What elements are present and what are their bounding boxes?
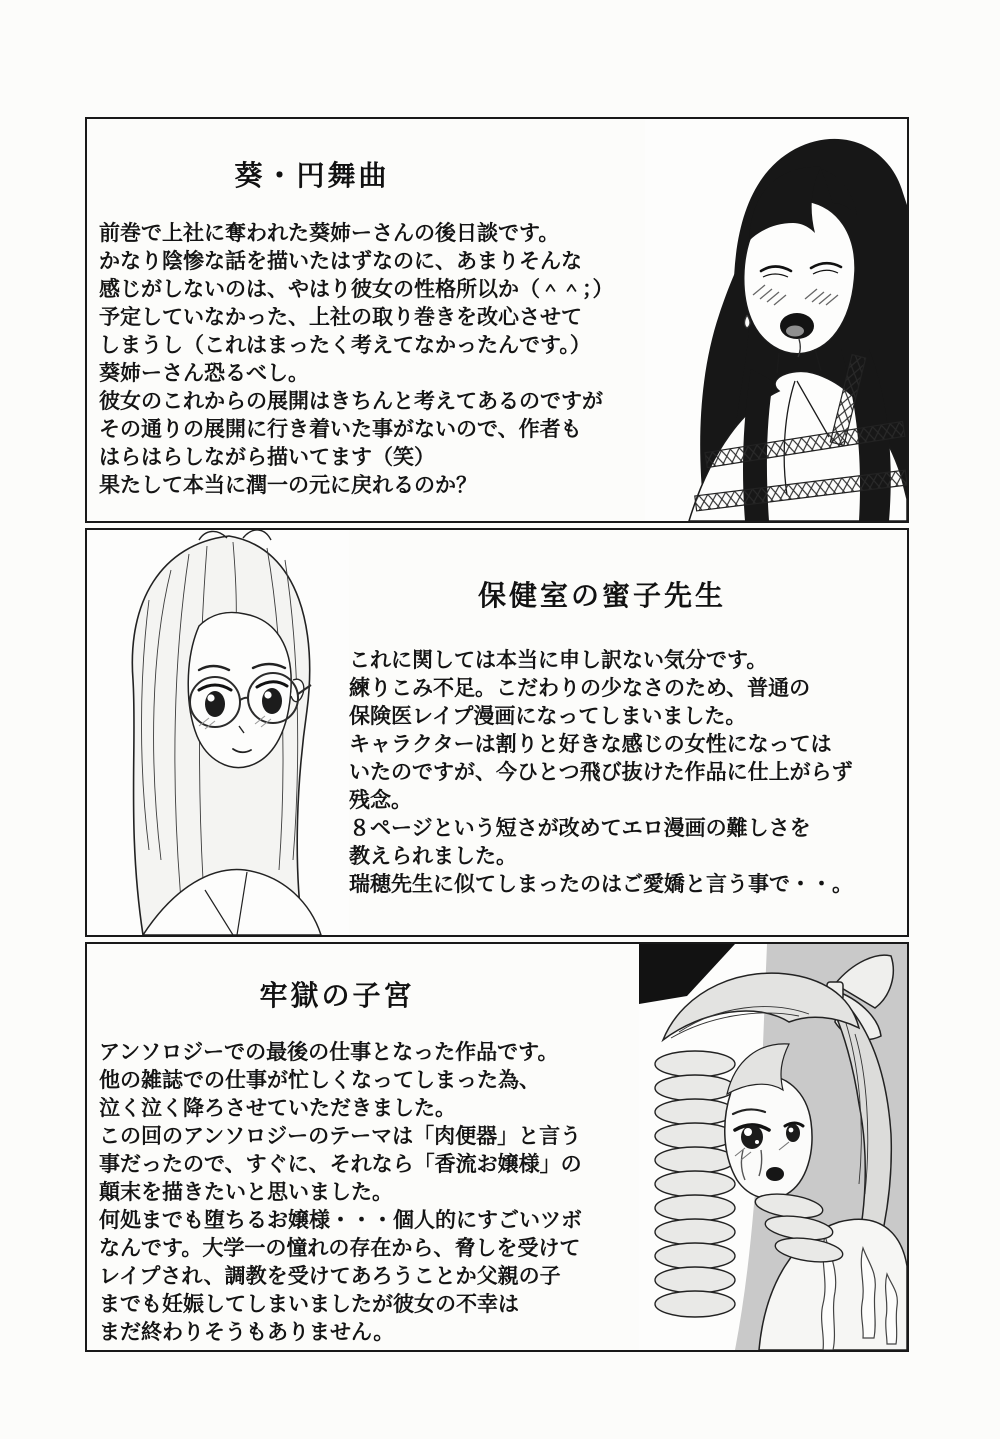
text-line: 感じがしないのは、やはり彼女の性格所以か（＾＾；） bbox=[99, 277, 614, 301]
text-line: はらはらしながら描いてます（笑） bbox=[99, 445, 435, 469]
text-line: 泣く泣く降ろさせていただきました。 bbox=[99, 1096, 456, 1120]
text-line: 顛末を描きたいと思いました。 bbox=[99, 1180, 393, 1204]
ringlet-curls-ribbon-woman-illustration bbox=[639, 944, 907, 1350]
text-line: この回のアンソロジーのテーマは「肉便器」と言う bbox=[99, 1124, 582, 1148]
text-line: しまうし（これはまったく考えてなかったんです。） bbox=[99, 333, 591, 357]
section-text bbox=[349, 646, 853, 898]
text-line: 事だったので、すぐに、それなら「香流お嬢様」の bbox=[99, 1152, 582, 1176]
text-line: 教えられました。 bbox=[349, 844, 517, 868]
glasses-long-hair-woman-illustration bbox=[87, 530, 349, 935]
text-line: 何処までも堕ちるお嬢様・・・個人的にすごいツボ bbox=[99, 1208, 582, 1232]
section-title: 保健室の蜜子先生 bbox=[477, 579, 726, 612]
text-line: 練りこみ不足。こだわりの少なさのため、普通の bbox=[349, 676, 811, 700]
text-line: 彼女のこれからの展開はきちんと考えてあるのですが bbox=[99, 389, 603, 413]
text-line: いたのですが、今ひとつ飛び抜けた作品に仕上がらず bbox=[349, 760, 853, 784]
text-line: 残念。 bbox=[349, 788, 412, 812]
text-line: 保険医レイプ漫画になってしまいました。 bbox=[349, 704, 747, 728]
text-line: これに関しては本当に申し訳ない気分です。 bbox=[349, 648, 768, 672]
text-line: 前巻で上社に奪われた葵姉ーさんの後日談です。 bbox=[99, 221, 560, 245]
text-line: アンソロジーでの最後の仕事となった作品です。 bbox=[99, 1040, 559, 1064]
text-line: までも妊娠してしまいましたが彼女の不幸は bbox=[99, 1292, 519, 1316]
text-line: 予定していなかった、上社の取り巻きを改心させて bbox=[99, 305, 582, 329]
section-title: 葵・円舞曲 bbox=[234, 159, 390, 192]
text-line: なんです。大学一の憧れの存在から、脅しを受けて bbox=[99, 1236, 581, 1260]
rope-bound-long-dark-hair-woman-illustration bbox=[645, 119, 907, 521]
text-line: キャラクターは割りと好きな感じの女性になっては bbox=[349, 732, 832, 756]
text-line: 他の雑誌での仕事が忙しくなってしまった為、 bbox=[99, 1068, 540, 1092]
text-line: かなり陰惨な話を描いたはずなのに、あまりそんな bbox=[99, 249, 582, 273]
text-line: その通りの展開に行き着いた事がないので、作者も bbox=[99, 417, 582, 441]
section-text bbox=[99, 1038, 582, 1346]
section-text bbox=[99, 219, 614, 499]
section-rougoku bbox=[85, 942, 909, 1352]
section-hokenshitsu bbox=[85, 528, 909, 937]
section-title: 牢獄の子宮 bbox=[259, 979, 415, 1012]
text-line: 果たして本当に潤一の元に戻れるのか？ bbox=[99, 473, 477, 497]
text-line: 瑞穂先生に似てしまったのはご愛嬌と言う事で・・。 bbox=[349, 872, 853, 896]
text-line: レイプされ、調教を受けてあろうことか父親の子 bbox=[99, 1264, 561, 1288]
text-line: まだ終わりそうもありません。 bbox=[99, 1320, 395, 1344]
text-line: 葵姉ーさん恐るべし。 bbox=[99, 361, 309, 385]
section-aoi-waltz bbox=[85, 117, 909, 523]
text-line: ８ページという短さが改めてエロ漫画の難しさを bbox=[349, 816, 811, 840]
